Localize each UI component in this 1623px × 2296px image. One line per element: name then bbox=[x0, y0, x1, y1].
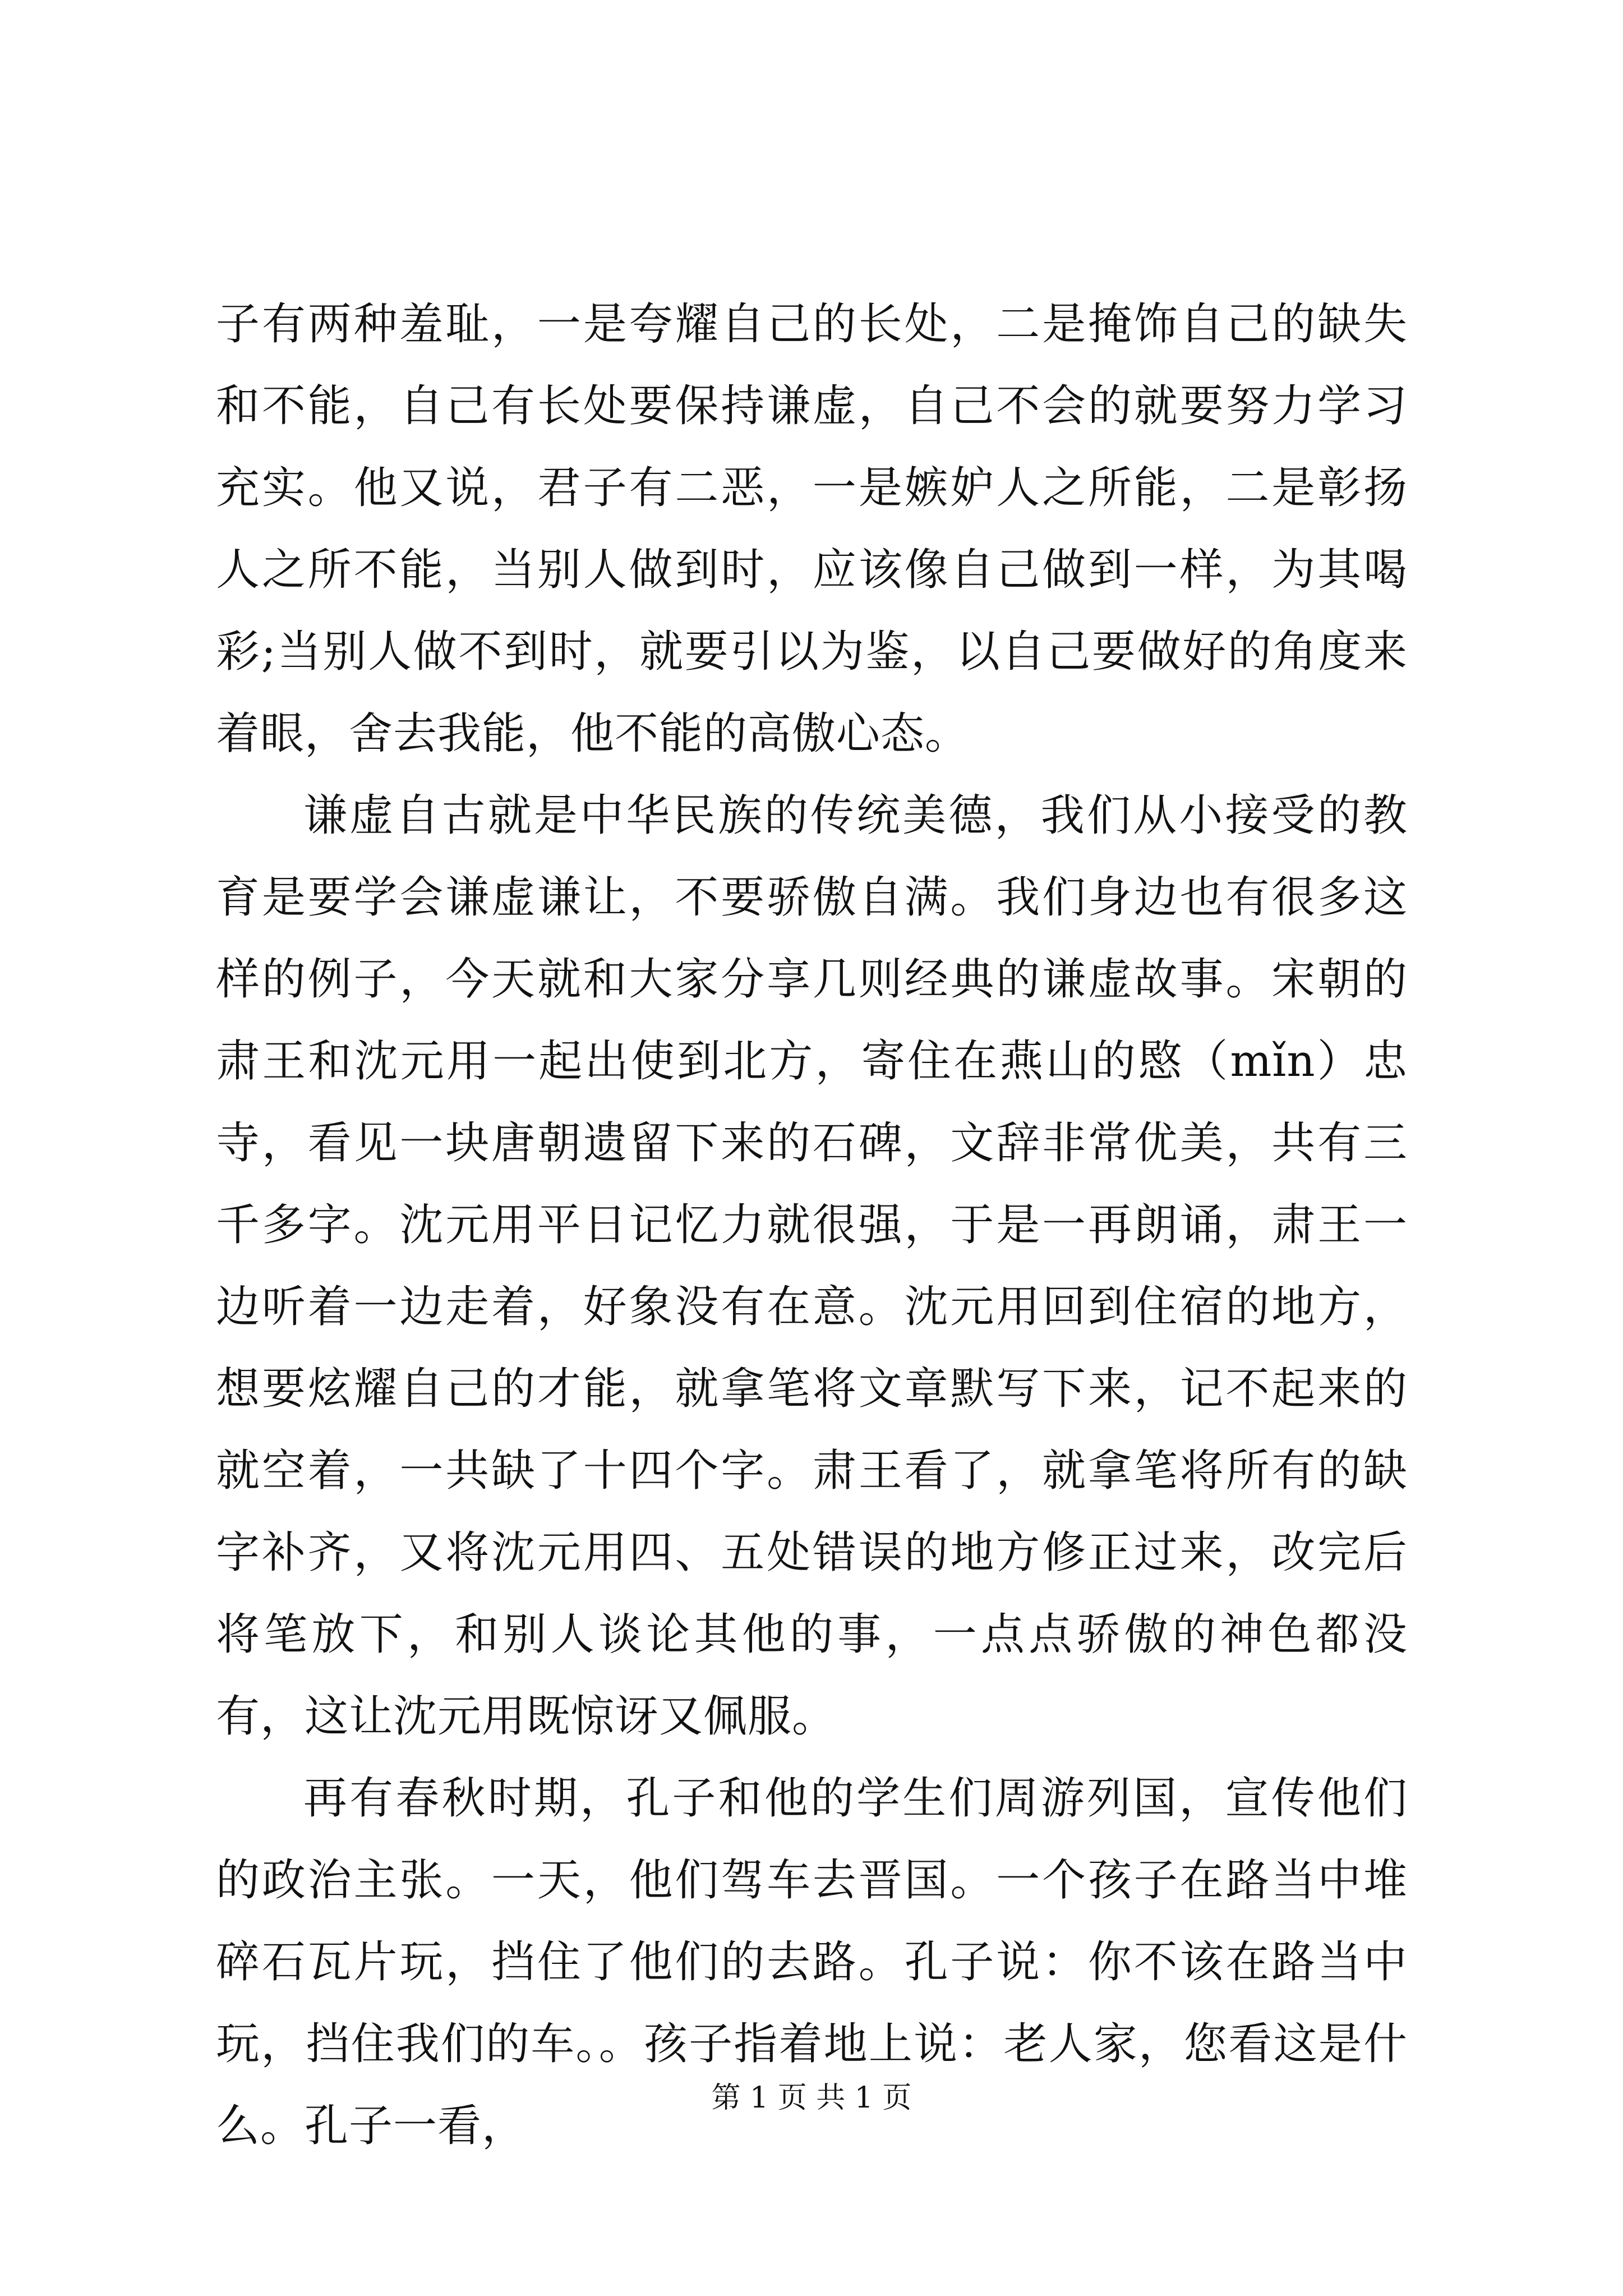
paragraph-2: 谦虚自古就是中华民族的传统美德，我们从小接受的教育是要学会谦虚谦让，不要骄傲自满。我们身边也有很多这样的例子，今天就和大家分享几则经典的谦虚故事。宋朝的肃王和沈元用一起出使到北方，寄住在燕山的愍（mǐn）忠寺，看见一块唐朝遗留下来的石碑，文辞非常优美，共有三千多字。沈元用平日记忆力就很强，于是一再朗诵，肃王一边听着一边走着，好象没有在意。沈元用回到住宿的地方，想要炫耀自己的才能，就拿笔将文章默写下来，记不起来的就空着，一共缺了十四个字。肃王看了，就拿笔将所有的缺字补齐，又将沈元用四、五处错误的地方修正过来，改完后将笔放下，和别人谈论其他的事，一点点骄傲的神色都没有，这让沈元用既惊讶又佩服。 bbox=[216, 790, 1408, 1742]
paragraph-1: 子有两种羞耻，一是夸耀自己的长处，二是掩饰自己的缺失和不能，自己有长处要保持谦虚，自己不会的就要努力学习充实。他又说，君子有二恶，一是嫉妒人之所能，二是彰扬人之所不能，当别人做到时，应该像自己做到一样，为其喝彩;当别人做不到时，就要引以为鉴，以自己要做好的角度来着眼，舍去我能，他不能的高傲心态。 bbox=[216, 299, 1408, 759]
document-body bbox=[216, 283, 1408, 2167]
paragraph-3: 再有春秋时期，孔子和他的学生们周游列国，宣传他们的政治主张。一天，他们驾车去晋国。一个孩子在路当中堆碎石瓦片玩，挡住了他们的去路。孔子说：你不该在路当中玩，挡住我们的车。。孩子指着地上说：老人家，您看这是什么。孔子一看， bbox=[216, 1773, 1408, 2151]
page-footer: 第 1 页 共 1 页 bbox=[711, 2081, 912, 2115]
